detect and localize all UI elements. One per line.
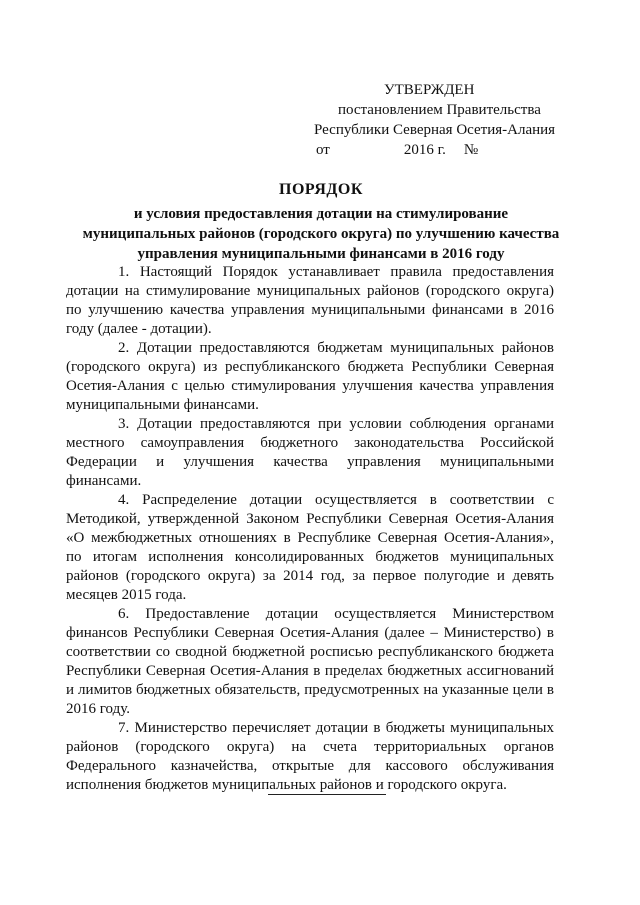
title-main: ПОРЯДОК <box>279 181 363 198</box>
title-line-3: управления муниципальными финансами в 2016 году <box>137 246 505 262</box>
paragraph-4: 4. Распределение дотации осуществляется в соответствии с Методикой, утвержденной Законом Республики Северная Осетия-Алания «О межбюджетных отношениях в Республике Северная Осетия-Алания», по итогам исполнения консолидированных бюджетов муниципальных районов (городского округа) за 2014 год, за первое полугодие и девять месяцев 2015 года. <box>66 492 554 603</box>
approval-government: Республики Северная Осетия-Алания <box>314 122 556 138</box>
approval-stamp <box>314 80 614 160</box>
approval-by-decree: постановлением Правительства <box>338 102 541 118</box>
title-line-2: муниципальных районов (городского округа) по улучшению качества <box>82 226 560 242</box>
approval-heading: УТВЕРЖДЕН <box>384 82 475 98</box>
title-line-1: и условия предоставления дотации на стимулирование <box>133 206 509 222</box>
paragraph-6: 6. Предоставление дотации осуществляется Министерством финансов Республики Северная Осетия-Алания (далее – Министерство) в соответствии со сводной бюджетной росписью республиканского бюджета Республики Северная Осетия-Алания в пределах бюджетных ассигнований и лимитов бюджетных обязательств, предусмотренных на указанные цели в 2016 году. <box>66 606 554 717</box>
paragraph-1: 1. Настоящий Порядок устанавливает правила предоставления дотации на стимулирование муниципальных районов (городского округа) по улучшению качества управления муниципальными финансами в 2016 году (далее - дотации). <box>66 264 554 337</box>
end-separator-line <box>268 794 386 795</box>
paragraph-2: 2. Дотации предоставляются бюджетам муниципальных районов (городского округа) из республиканского бюджета Республики Северная Осетия-Алания с целью стимулирования улучшения качества управления муниципальными финансами. <box>66 340 554 413</box>
paragraph-3: 3. Дотации предоставляются при условии соблюдения органами местного самоуправления бюджетного законодательства Российской Федерации и улучшения качества управления муниципальными финансами. <box>66 416 554 489</box>
approval-year: 2016 г. <box>403 142 446 158</box>
document-body <box>66 263 554 795</box>
approval-date-line <box>316 140 614 160</box>
approval-from-label: от <box>316 142 330 158</box>
approval-number-sign: № <box>463 142 479 158</box>
document-title <box>64 180 578 264</box>
paragraph-7: 7. Министерство перечисляет дотации в бюджеты муниципальных районов (городского округа) на счета территориальных органов Федерального казначейства, открытые для кассового обслуживания исполнения бюджетов муниципальных районов и городского округа. <box>66 720 554 793</box>
